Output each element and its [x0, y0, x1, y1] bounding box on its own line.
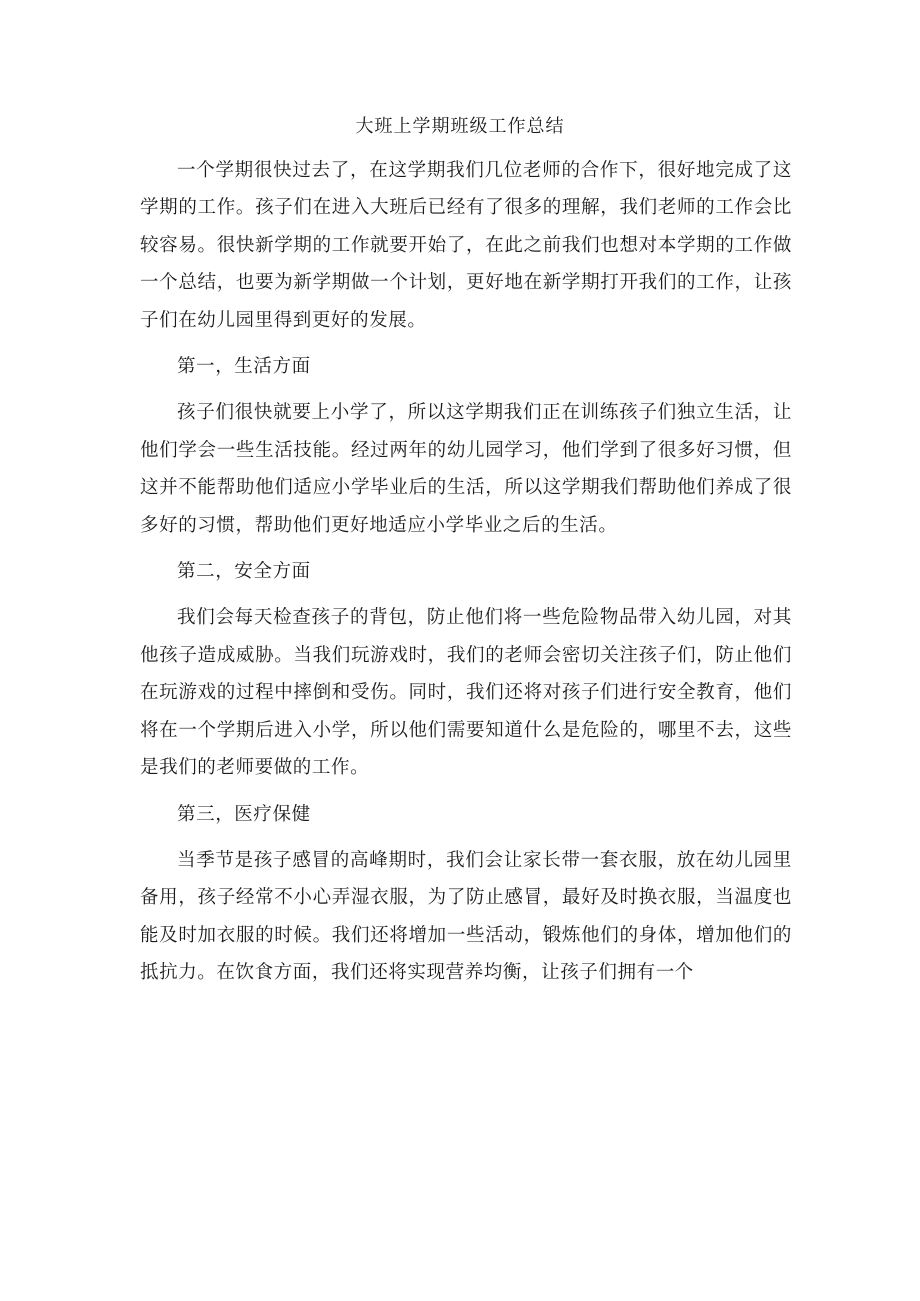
section-heading-healthcare: 第三，医疗保健 — [177, 803, 311, 825]
document-title: 大班上学期班级工作总结 — [355, 116, 565, 137]
intro-paragraph: 一个学期很快过去了，在这学期我们几位老师的合作下，很好地完成了这学期的工作。孩子们在进入大班后已经有了很多的理解，我们老师的工作会比较容易。很快新学期的工作就要开始了，在此之前我们也想对本学期的工作做一个总结，也要为新学期做一个计划，更好地在新学期打开我们的工作，让孩子们在幼儿园里得到更好的发展。 — [140, 160, 792, 331]
document-body — [140, 152, 792, 1001]
section-text-life: 孩子们很快就要上小学了，所以这学期我们正在训练孩子们独立生活，让他们学会一些生活技能。经过两年的幼儿园学习，他们学到了很多好习惯，但这并不能帮助他们适应小学毕业后的生活，所以这学期我们帮助他们养成了很多好的习惯，帮助他们更好地适应小学毕业之后的生活。 — [140, 402, 792, 536]
section-heading-life: 第一，生活方面 — [177, 356, 311, 378]
section-text-safety: 我们会每天检查孩子的背包，防止他们将一些危险物品带入幼儿园，对其他孩子造成威胁。当我们玩游戏时，我们的老师会密切关注孩子们，防止他们在玩游戏的过程中摔倒和受伤。同时，我们还将对孩子们进行安全教育，他们将在一个学期后进入小学，所以他们需要知道什么是危险的，哪里不去，这些是我们的老师要做的工作。 — [140, 607, 792, 779]
section-text-healthcare: 当季节是孩子感冒的高峰期时，我们会让家长带一套衣服，放在幼儿园里备用，孩子经常不小心弄湿衣服，为了防止感冒，最好及时换衣服，当温度也能及时加衣服的时候。我们还将增加一些活动，锻炼他们的身体，增加他们的抵抗力。在饮食方面，我们还将实现营养均衡，让孩子们拥有一个 — [140, 849, 792, 984]
section-heading-safety: 第二，安全方面 — [177, 561, 311, 583]
